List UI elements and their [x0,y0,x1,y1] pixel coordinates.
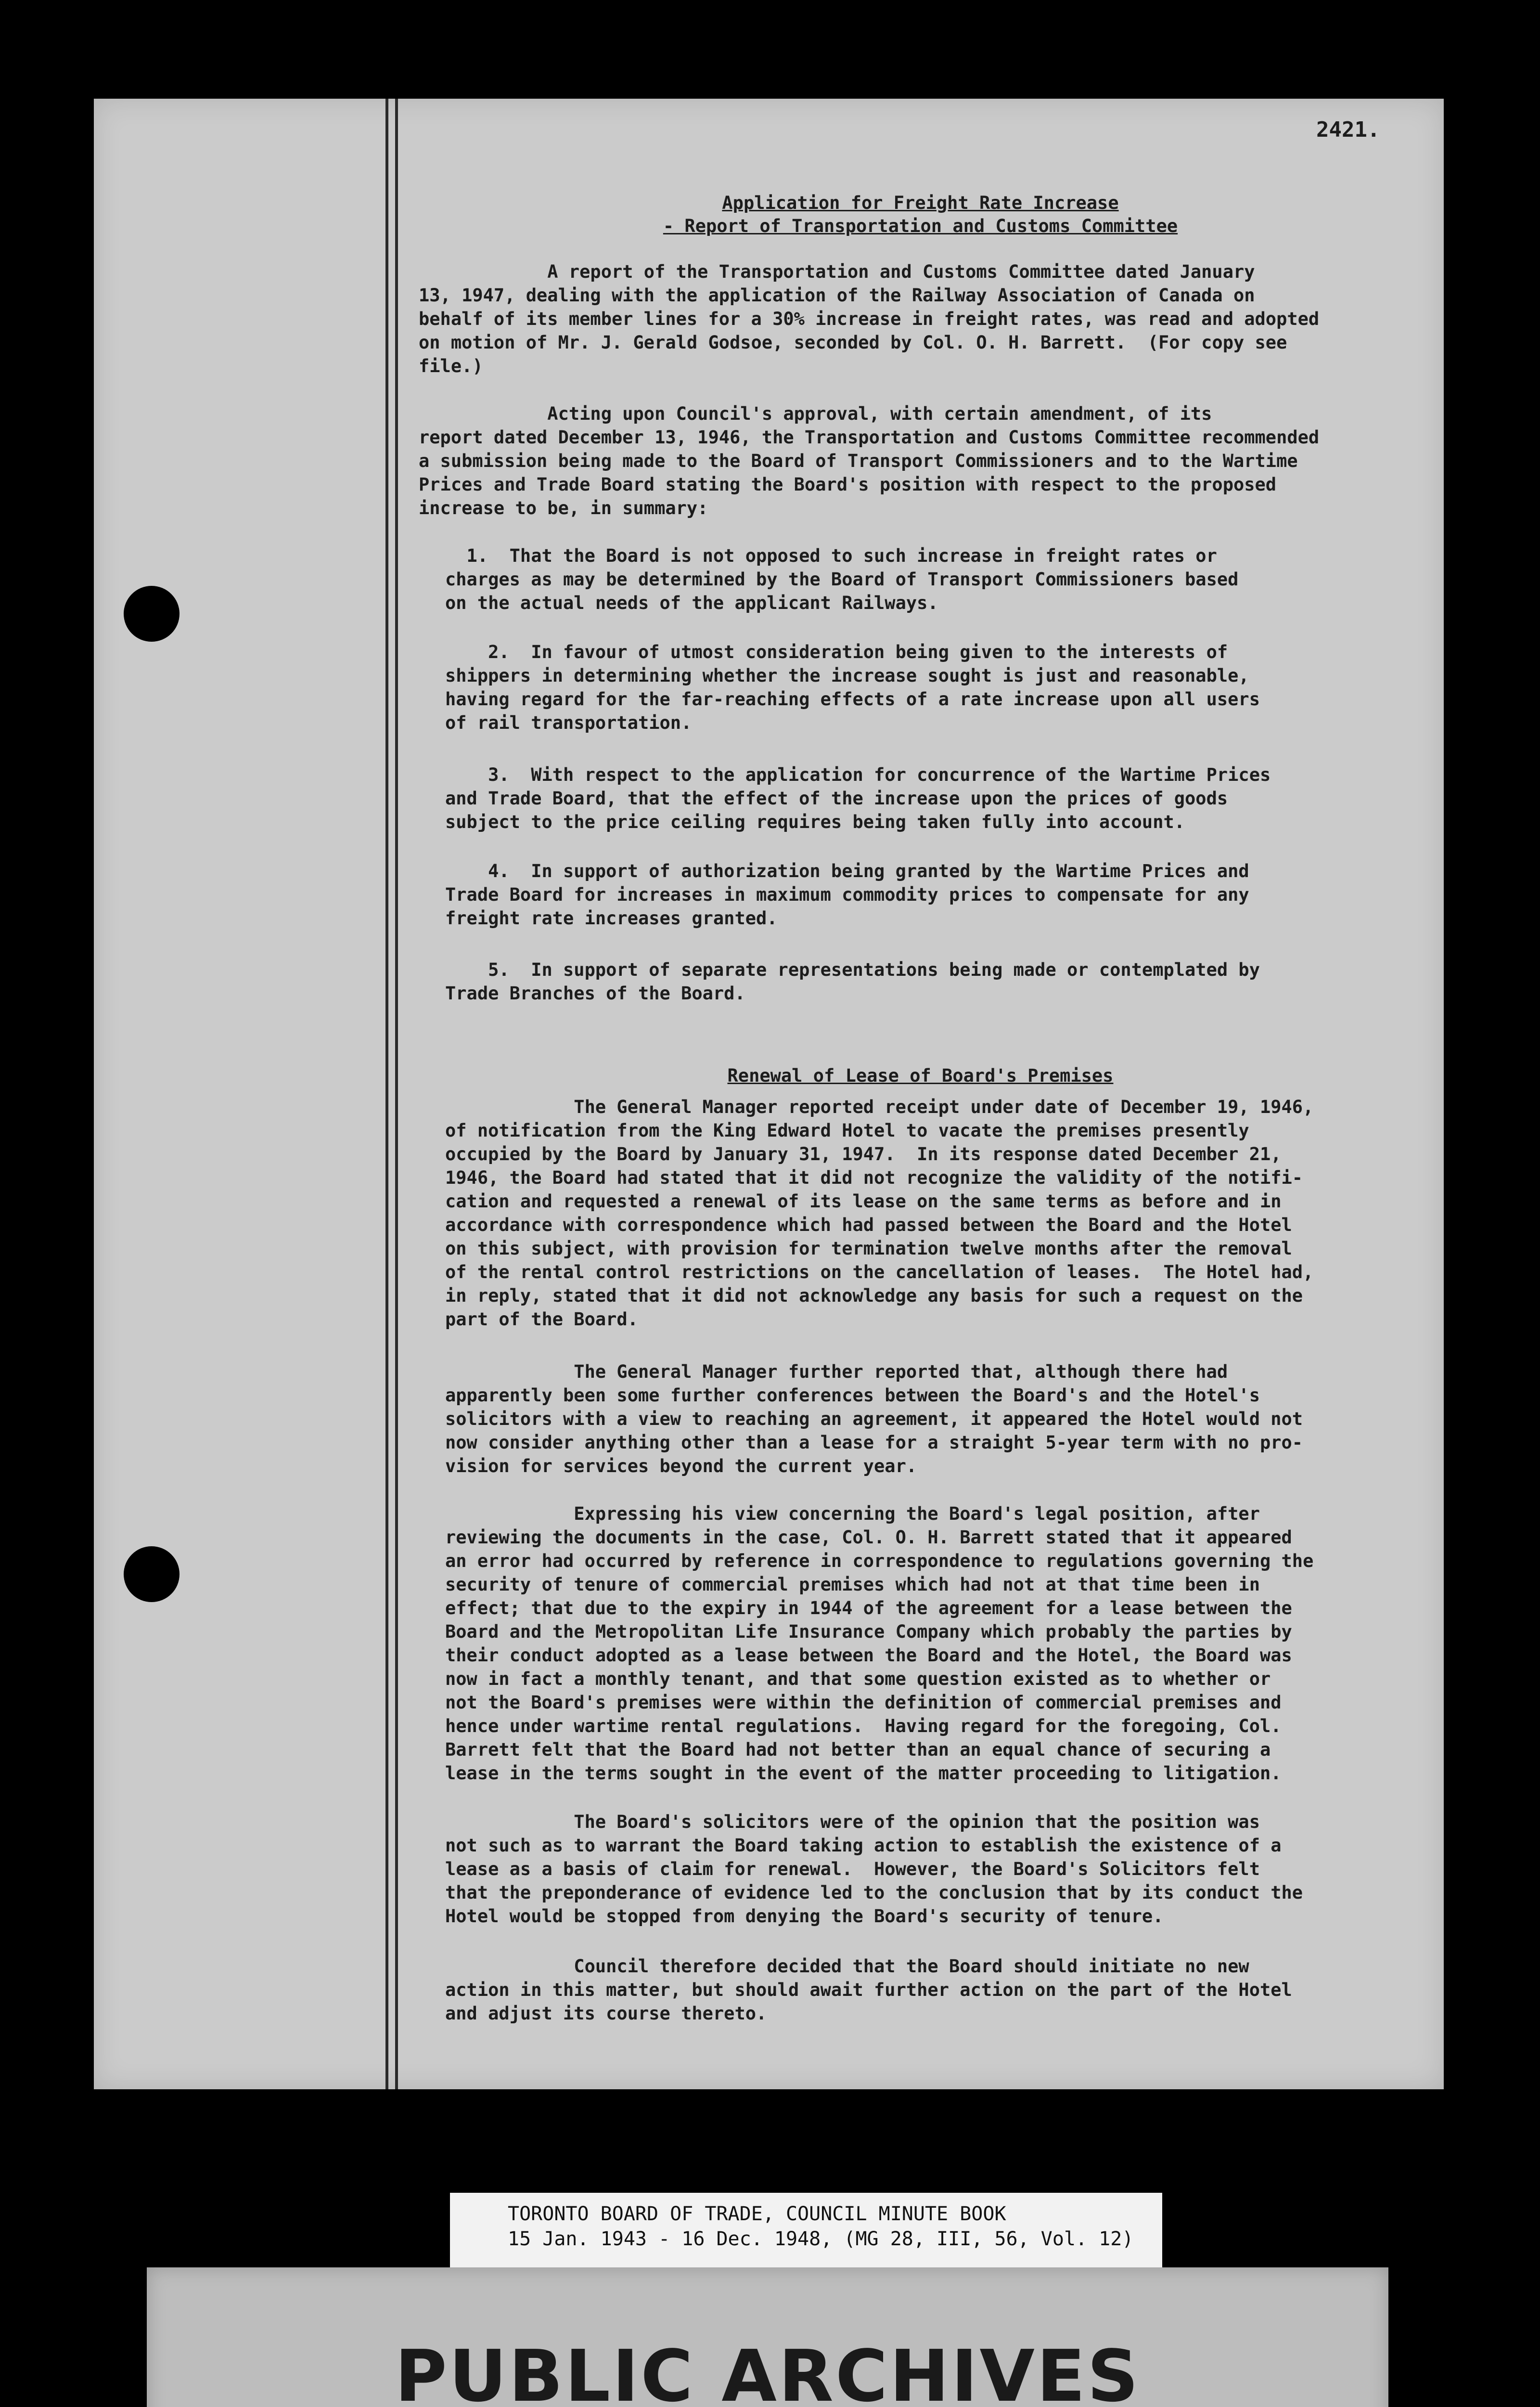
numbered-item: 5. In support of separate representations being made or contemplated by Trade Branches of the Board. [445,959,1260,1004]
paragraph: The Board's solicitors were of the opinion that the position was not such as to warrant the Board taking action to establish the existence of a lease as a basis of claim for renewal. However, the Board's Solicitors felt that the preponderance of evidence led to the conclusion that by its conduct the Hotel would be stopped from denying the Board's security of tenure. [445,1812,1303,1927]
paragraph: The General Manager further reported that, although there had apparently been some further conferences between the Board's and the Hotel's solicitors with a view to reaching an agreement, it appeared the Hotel would not now consider anything other than a lease for a straight 5-year term with no pro- vision for services beyond the current year. [445,1361,1303,1476]
paragraph: Expressing his view concerning the Board's legal position, after reviewing the documents in the case, Col. O. H. Barrett stated that it appeared an error had occurred by reference in correspondence to regulations governing the security of tenure of commercial premises which had not at that time been in effect; that due to the expiry in 1944 of the agreement for a lease between the Board and the Metropolitan Life Insurance Company which probably the parties by their conduct adopted as a lease between the Board and the Hotel, the Board was now in fact a monthly tenant, and that some question existed as to whether or not the Board's premises were within the definition of commercial premises and hence under wartime rental regulations. Having regard for the foregoing, Col. Barrett felt that the Board had not better than an equal chance of securing a lease in the terms sought in the event of the matter proceeding to litigation. [445,1503,1314,1784]
punch-hole [124,1546,180,1602]
paragraph: A report of the Transportation and Customs Committee dated January 13, 1947, dealing with the application of the Railway Association of Canada on behalf of its member lines for a 30% increase in freight rates, was read and adopted on motion of Mr. J. Gerald Godsoe, seconded by Col. O. H. Barrett. (For copy see file.) [419,261,1320,376]
paragraph: Council therefore decided that the Board should initiate no new action in this matter, but should await further action on the part of the Hotel and adjust its course thereto. [445,1956,1292,2024]
numbered-item: 4. In support of authorization being granted by the Wartime Prices and Trade Board for increases in maximum commodity prices to compensate for any freight rate increases granted. [445,861,1249,929]
punch-hole [124,586,180,642]
margin-rule [385,99,388,2089]
numbered-item: 2. In favour of utmost consideration being given to the interests of shippers in determining whether the increase sought is just and reasonable, having regard for the far-reaching effects of a rate increase upon all users of rail transportation. [445,642,1260,733]
paragraph: The General Manager reported receipt under date of December 19, 1946, of notification from the King Edward Hotel to vacate the premises presently occupied by the Board by January 31, 1947. In its response dated December 21, 1946, the Board had stated that it did not recognize the validity of the notifi- cation and requested a renewal of its lease on the same terms as before and in accordance with correspondence which had passed between the Board and the Hotel on this subject, with provision for termination twelve months after the removal of the rental control restrictions on the cancellation of leases. The Hotel had, in reply, stated that it did not acknowledge any basis for such a request on the part of the Board. [445,1097,1314,1330]
source-label-line: 15 Jan. 1943 - 16 Dec. 1948, (MG 28, III, 56, Vol. 12) [508,2228,1134,2250]
margin-rule [395,99,398,2089]
section-heading: Renewal of Lease of Board's Premises [727,1065,1114,1086]
document-page [94,99,1444,2089]
stamp-line: PUBLIC ARCHIVES [395,2335,1141,2407]
page-number: 2421. [1316,117,1380,142]
archive-stamp [147,2267,1388,2407]
numbered-item: 1. That the Board is not opposed to such increase in freight rates or charges as may be determined by the Board of Transport Commissioners based on the actual needs of the applicant Railways. [445,545,1239,613]
section-heading: Application for Freight Rate Increase [722,193,1119,213]
section-subheading: - Report of Transportation and Customs Committee [663,216,1178,236]
paragraph: Acting upon Council's approval, with certain amendment, of its report dated December 13, 1946, the Transportation and Customs Committee recommended a submission being made to the Board of Transport Commissioners and to the Wartime Prices and Trade Board stating the Board's position with respect to the proposed increase to be, in summary: [419,403,1320,518]
source-label [450,2193,1162,2272]
numbered-item: 3. With respect to the application for concurrence of the Wartime Prices and Trade Board, that the effect of the increase upon the prices of goods subject to the price ceiling requires being taken fully into account. [445,764,1271,832]
source-label-line: TORONTO BOARD OF TRADE, COUNCIL MINUTE BOOK [508,2203,1006,2225]
